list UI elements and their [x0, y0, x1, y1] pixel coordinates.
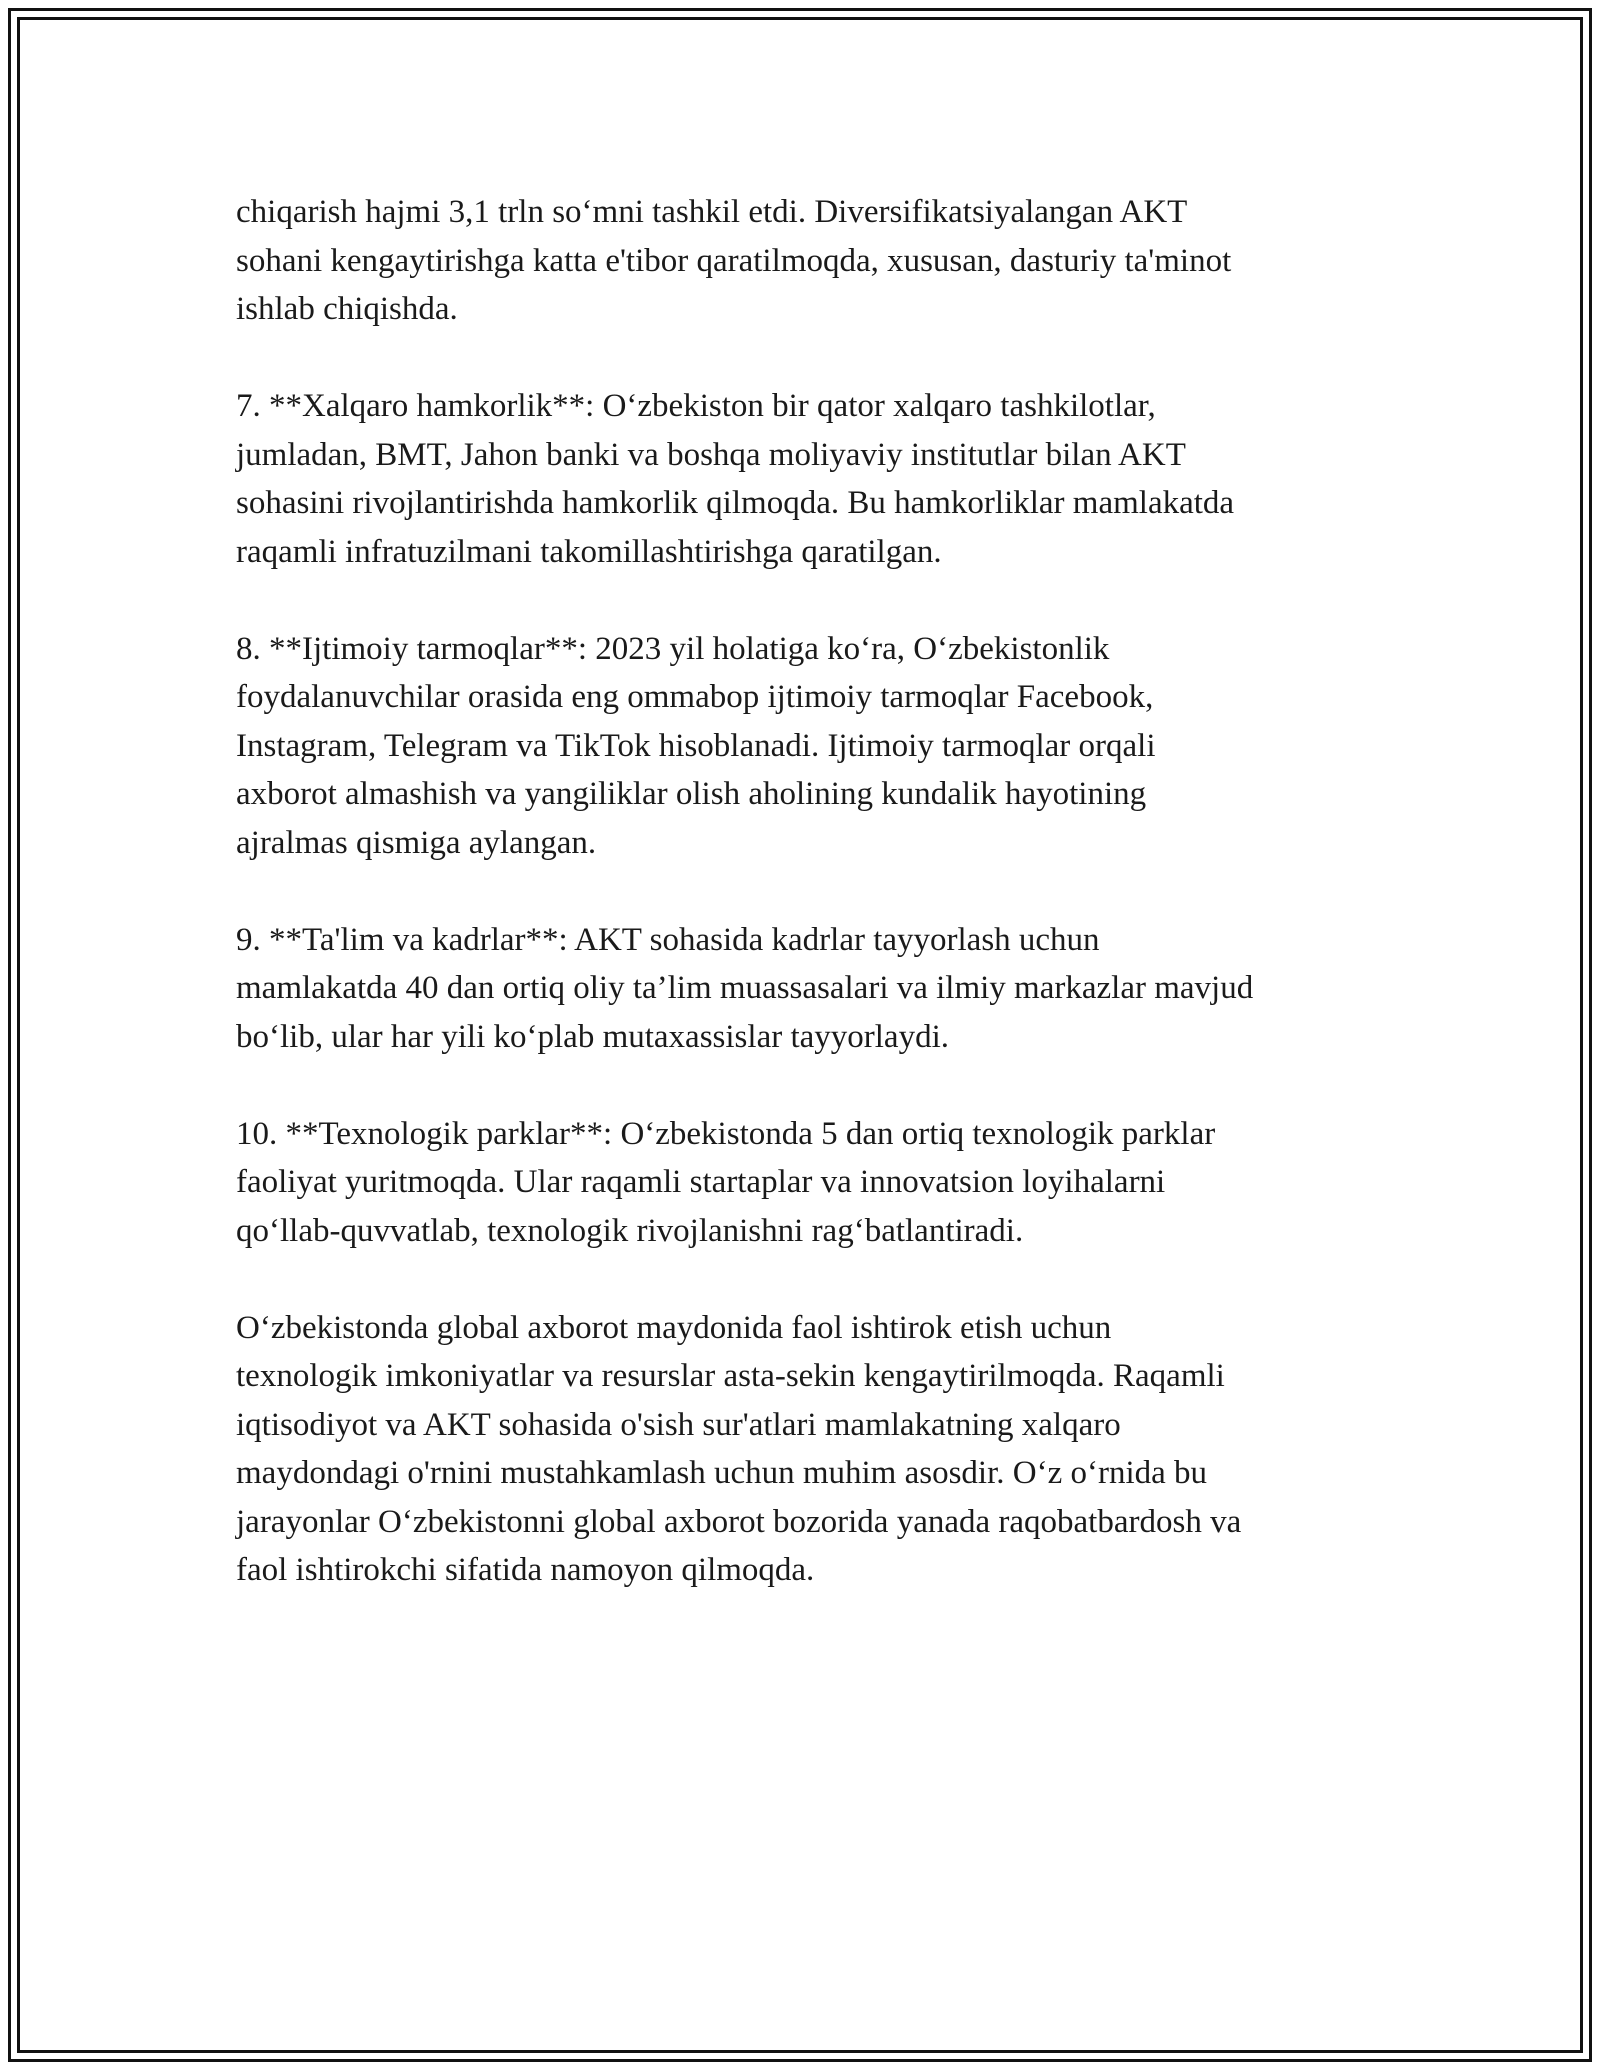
text-line: 7. **Xalqaro hamkorlik**: O‘zbekiston bir qator xalqaro tashkilotlar, [236, 388, 1156, 424]
text-line: O‘zbekistonda global axborot maydonida faol ishtirok etish uchun [236, 1309, 1112, 1346]
text-line: bo‘lib, ular har yili ko‘plab mutaxassislar tayyorlaydi. [236, 1018, 949, 1055]
paragraph-item-9 [236, 916, 1376, 1062]
text-line: sohani kengaytirishga katta e'tibor qaratilmoqda, xususan, dasturiy ta'minot [236, 242, 1232, 279]
text-line: jarayonlar O‘zbekistonni global axborot bozorida yanada raqobatbardosh va [236, 1503, 1242, 1540]
text-line: ishlab chiqishda. [236, 291, 458, 327]
text-line: mamlakatda 40 dan ortiq oliy ta’lim muassasalari va ilmiy markazlar mavjud [236, 970, 1254, 1006]
paragraph-ict-production [236, 188, 1376, 334]
text-line: 8. **Ijtimoiy tarmoqlar**: 2023 yil holatiga ko‘ra, O‘zbekistonlik [236, 630, 1110, 667]
document-body [236, 188, 1376, 1643]
text-line: iqtisodiyot va AKT sohasida o'sish sur'atlari mamlakatning xalqaro [236, 1406, 1121, 1443]
paragraph-item-7 [236, 382, 1376, 576]
text-line: Instagram, Telegram va TikTok hisoblanadi. Ijtimoiy tarmoqlar orqali [236, 727, 1156, 764]
text-line: ajralmas qismiga aylangan. [236, 824, 597, 861]
text-line: raqamli infratuzilmani takomillashtirishga qaratilgan. [236, 533, 942, 570]
text-line: maydondagi o'rnini mustahkamlash uchun muhim asosdir. O‘z o‘rnida bu [236, 1455, 1208, 1491]
text-line: faol ishtirokchi sifatida namoyon qilmoqda. [236, 1552, 815, 1588]
text-line: foydalanuvchilar orasida eng ommabop ijtimoiy tarmoqlar Facebook, [236, 679, 1154, 715]
paragraph-item-8 [236, 625, 1376, 868]
text-line: jumladan, BMT, Jahon banki va boshqa moliyaviy institutlar bilan AKT [236, 436, 1186, 473]
text-line: axborot almashish va yangiliklar olish aholining kundalik hayotining [236, 776, 1147, 812]
text-line: texnologik imkoniyatlar va resurslar asta-sekin kengaytirilmoqda. Raqamli [236, 1358, 1225, 1394]
text-line: faoliyat yuritmoqda. Ular raqamli startaplar va innovatsion loyihalarni [236, 1164, 1166, 1200]
paragraph-item-10 [236, 1110, 1376, 1256]
text-line: 9. **Ta'lim va kadrlar**: AKT sohasida kadrlar tayyorlash uchun [236, 921, 1100, 958]
paragraph-conclusion [236, 1304, 1376, 1595]
text-line: sohasini rivojlantirishda hamkorlik qilmoqda. Bu hamkorliklar mamlakatda [236, 485, 1235, 521]
text-line: chiqarish hajmi 3,1 trln so‘mni tashkil etdi. Diversifikatsiyalangan AKT [236, 194, 1188, 230]
text-line: 10. **Texnologik parklar**: O‘zbekistonda 5 dan ortiq texnologik parklar [236, 1115, 1216, 1152]
text-line: qo‘llab-quvvatlab, texnologik rivojlanishni rag‘batlantiradi. [236, 1212, 1024, 1249]
